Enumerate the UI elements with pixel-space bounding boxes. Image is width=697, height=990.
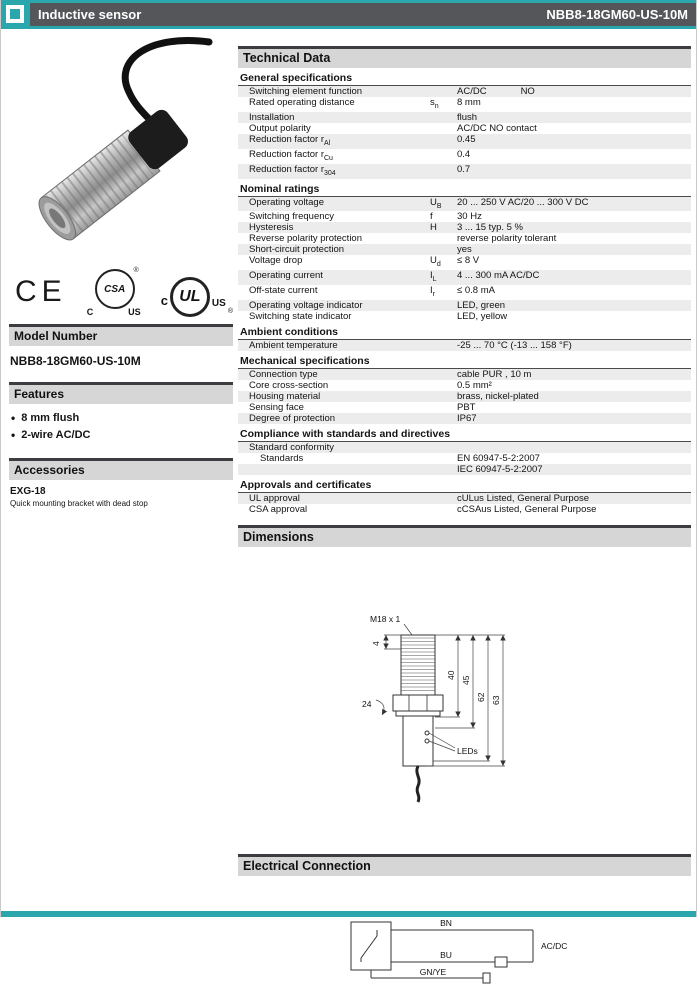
- wiring-diagram: [343, 910, 593, 990]
- load-symbol: [495, 957, 507, 967]
- sensor-symbol-box: [351, 922, 391, 970]
- feature-item: • 2-wire AC/DC: [11, 428, 91, 442]
- table-row: Switching frequency f 30 Hz: [249, 211, 482, 223]
- washer: [396, 711, 440, 716]
- table-row: Standards EN 60947-5-2:2007: [260, 453, 540, 465]
- table-row: Operating current $I_L$ 4 ... 300 mA AC/DC: [238, 270, 691, 285]
- footer-accent-strip: [1, 911, 696, 917]
- table-row: Sensing face PBT: [249, 402, 476, 414]
- dim-40-label: 40: [446, 670, 456, 681]
- thread-size-label: M18 x 1: [370, 614, 401, 625]
- table-row: Voltage drop $U_d$ ≤ 8 V: [249, 255, 480, 269]
- dim-63-label: 63: [491, 695, 501, 706]
- table-row: Reverse polarity protection reverse polarity tolerant: [249, 233, 557, 245]
- table-row: Core cross-section 0.5 mm²: [249, 380, 492, 392]
- dim-4-label: 4: [371, 641, 381, 647]
- ul-mark: c UL US ®: [161, 267, 233, 317]
- supply-label: AC/DC: [541, 941, 568, 952]
- table-row: Switching element function AC/DC NO: [238, 86, 691, 97]
- model-number-section-title: Model Number: [9, 324, 233, 346]
- ce-mark: CE: [15, 275, 67, 308]
- brand-logo-inner: [10, 9, 20, 19]
- certification-marks: [15, 266, 233, 318]
- section-heading: Ambient conditions: [238, 324, 691, 340]
- accessories-section-title: Accessories: [9, 458, 233, 480]
- leds-label: LEDs: [457, 746, 478, 757]
- header-bar: [30, 3, 696, 26]
- table-row: Switching state indicator LED, yellow: [249, 311, 508, 323]
- table-row: Housing material brass, nickel-plated: [238, 391, 691, 402]
- table-row: Rated operating distance $s_n$ 8 mm: [249, 97, 481, 110]
- section-heading: General specifications: [238, 70, 691, 86]
- section-heading: Mechanical specifications: [238, 353, 691, 369]
- bu-wire-label: BU: [440, 950, 452, 961]
- model-number-value: NBB8-18GM60-US-10M: [10, 354, 141, 368]
- spec-section: [238, 70, 691, 179]
- gnye-wire-label: GN/YE: [419, 967, 447, 978]
- hex-nut: [393, 695, 443, 711]
- table-row: Short-circuit protection yes: [238, 244, 691, 255]
- features-list: [11, 411, 233, 442]
- spec-section: [238, 324, 691, 351]
- table-row: Standard conformity: [238, 442, 691, 453]
- table-row: Hysteresis H 3 ... 15 typ. 5 %: [238, 222, 691, 233]
- table-row: Operating voltage indicator LED, green: [238, 300, 691, 311]
- spec-section: [238, 477, 691, 515]
- table-row: Off-state current $I_r$ ≤ 0.8 mA: [249, 285, 495, 299]
- sensor-body: [33, 104, 193, 245]
- table-row: Reduction factor $r_{Cu}$ 0.4: [249, 148, 471, 162]
- section-heading: Compliance with standards and directives: [238, 426, 691, 442]
- product-photo: [9, 34, 233, 264]
- feature-item: • 8 mm flush: [11, 411, 80, 425]
- dimensions-section-title: Dimensions: [238, 525, 691, 547]
- table-row: Output polarity AC/DC NO contact: [249, 122, 537, 134]
- table-row: Reduction factor $r_{304}$ 0.7: [238, 164, 691, 179]
- table-row: Reduction factor $r_{Al}$ 0.45: [238, 134, 691, 149]
- dim-24-label: 24: [362, 699, 372, 710]
- table-row: IEC 60947-5-2:2007: [238, 464, 691, 475]
- left-panel: [9, 34, 233, 508]
- section-heading: Nominal ratings: [238, 181, 691, 197]
- spec-section: [238, 353, 691, 424]
- table-row: CSA approval cCSAus Listed, General Purpose: [249, 504, 597, 516]
- accessory-description: Quick mounting bracket with dead stop: [10, 499, 148, 508]
- brand-logo-icon: [4, 3, 26, 25]
- table-row: Operating voltage $U_B$ 20 ... 250 V AC/20 ... 300 V DC: [238, 197, 691, 212]
- dim-45-label: 45: [461, 675, 471, 686]
- section-heading: Approvals and certificates: [238, 477, 691, 493]
- ul-logo-icon: UL: [170, 277, 210, 317]
- bullet-icon: •: [11, 411, 16, 425]
- dimension-drawing: [308, 605, 608, 810]
- technical-data-title: Technical Data: [238, 46, 691, 68]
- dim-62-label: 62: [476, 692, 486, 703]
- table-row: Ambient temperature -25 ... 70 °C (-13 ... 158 °F): [238, 340, 691, 351]
- cable: [417, 766, 419, 802]
- spec-section: [238, 181, 691, 323]
- features-section-title: Features: [9, 382, 233, 404]
- bn-wire-label: BN: [440, 918, 452, 929]
- csa-logo-icon: CSA: [95, 269, 135, 309]
- electrical-section-title: Electrical Connection: [238, 854, 691, 876]
- bullet-icon: •: [11, 428, 16, 442]
- product-category-title: Inductive sensor: [38, 7, 142, 22]
- earth-symbol: [483, 973, 490, 983]
- header-model-number: NBB8-18GM60-US-10M: [546, 7, 688, 22]
- accessory-name: EXG-18: [10, 486, 46, 497]
- table-row: Degree of protection IP67: [238, 413, 691, 424]
- spec-section: [238, 426, 691, 475]
- table-row: Installation flush: [238, 112, 691, 123]
- page-header: [1, 0, 696, 29]
- csa-mark: CSA C US ®: [86, 267, 141, 317]
- table-row: Connection type cable PUR , 10 m: [238, 369, 691, 380]
- table-row: UL approval cULus Listed, General Purpose: [238, 493, 691, 504]
- technical-data-panel: [238, 46, 691, 990]
